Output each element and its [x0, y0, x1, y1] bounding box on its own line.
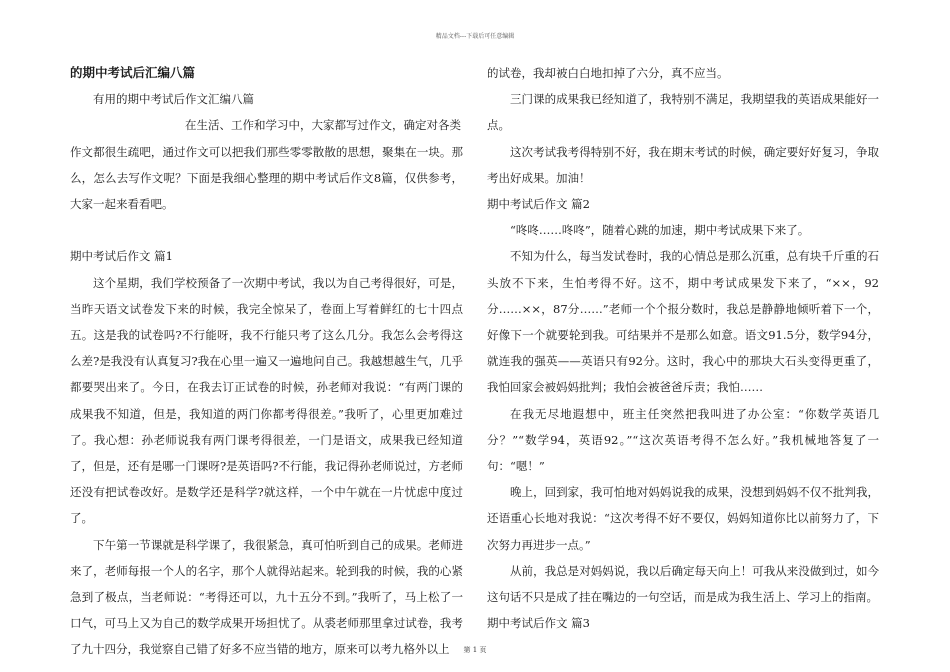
document-title: 的期中考试后汇编八篇	[70, 65, 196, 80]
section-heading-3: 期中考试后作文 篇3	[487, 616, 590, 631]
essay1-continuation: 的试卷，我却被白白地扣掉了六分，真不应当。	[487, 66, 729, 80]
intro-paragraph: 作文都很生疏吧，通过作文可以把我们那些零零散散的思想，聚集在一块。那么，怎么去写作文呢？下面是我细心整理的期中考试后作文8篇，仅供参考，大家一起来看看吧。	[70, 144, 463, 212]
right-column	[487, 60, 879, 636]
spacer	[70, 217, 463, 243]
page-header: 精品文档---下载后可任意编辑	[435, 33, 515, 40]
subtitle: 有用的期中考试后作文汇编八篇	[93, 92, 254, 107]
section-heading-2: 期中考试后作文 篇2	[487, 197, 590, 212]
essay2-paragraph-2: 不知为什么，每当发试卷时，我的心情总是那么沉重，总有块千斤重的石头放不下来，生怕考得不好。这不，期中考试成果发下来了，“××，92分……××，87分……”老师一个个报分数时，我总是静静地倾听着下一个，好像下一个就要轮到我。可结果并不是那么如意。语文91.5分，数学94分，就连我的强英——英语只有92分。这时，我心中的那块大石头变得更重了，我怕回家会被妈妈批判；我怕会被爸爸斥责；我怕……	[487, 249, 879, 395]
essay1-paragraph-4: 这次考试我考得特别不好，我在期末考试的时候，确定要好好复习，争取考出好成果。加油！	[487, 144, 879, 185]
left-column	[70, 60, 463, 663]
page-footer: 第 1 页	[463, 646, 487, 654]
essay2-paragraph-4: 晚上，回到家，我可怕地对妈妈说我的成果，没想到妈妈不仅不批判我，还语重心长地对我说：“这次考得不好不要仅，妈妈知道你比以前努力了，下次努力再进步一点。”	[487, 485, 879, 552]
essay1-paragraph-3: 三门课的成果我已经知道了，我特别不满足，我期望我的英语成果能好一点。	[487, 92, 879, 133]
essay2-paragraph-5: 从前，我总是对妈妈说，我以后确定每天向上！可我从来没做到过，如今这句话不只是成了挂在嘴边的一句空话，而是成为我生活上、学习上的指南。	[487, 563, 879, 605]
essay1-paragraph-2: 下午第一节课就是科学课了，我很紧急，真可怕听到自己的成果。老师进来了，老师每报一个人的名字，那个人就得站起来。轮到我的时候，我的心紧急到了极点，当老师说：“考得还可以，九十五分不到。”我听了，马上松了一口气，可马上又为自己的数学成果开场担忧了。从裘老师那里拿过试卷，我考了九十四分，我觉察自己错了好多不应当错的地方，原来可以考九格外以上	[70, 537, 463, 657]
essay1-paragraph-1: 这个星期，我们学校预备了一次期中考试，我以为自己考得很好，可是，当昨天语文试卷发下来的时候，我完全惊呆了，卷面上写着鲜红的七十四点五。这是我的试卷吗?不行能呀，我不行能只考了这么几分。我怎么会考得这么差?是我没有认真复习?我在心里一遍又一遍地问自己。我越想越生气，几乎都要哭出来了。今日，在我去订正试卷的时候，孙老师对我说：“有两门课的成果我不知道，但是，我知道的两门你都考得很差。”我听了，心里更加难过了。我心想：孙老师说我有两门课考得很差，一门是语文，成果我已经知道了，但是，还有是哪一门课呀?是英语吗?不行能，我记得孙老师说过，方老师还没有把试卷改好。是数学还是科学?就这样，一个中午就在一片忧虑中度过了。	[70, 275, 463, 526]
essay2-paragraph-3: 在我无尽地遐想中，班主任突然把我叫进了办公室：“你数学英语几分？”“数学94，英语92。”“这次英语考得不怎么好。”我机械地答复了一句：“嗯！”	[487, 406, 879, 474]
section-heading-1: 期中考试后作文 篇1	[70, 249, 173, 264]
intro-line-1: 在生活、工作和学习中，大家都写过作文，确定对各类	[185, 118, 461, 133]
essay2-paragraph-1: “咚咚……咚咚”，随着心跳的加速，期中考试成果下来了。	[510, 223, 810, 238]
